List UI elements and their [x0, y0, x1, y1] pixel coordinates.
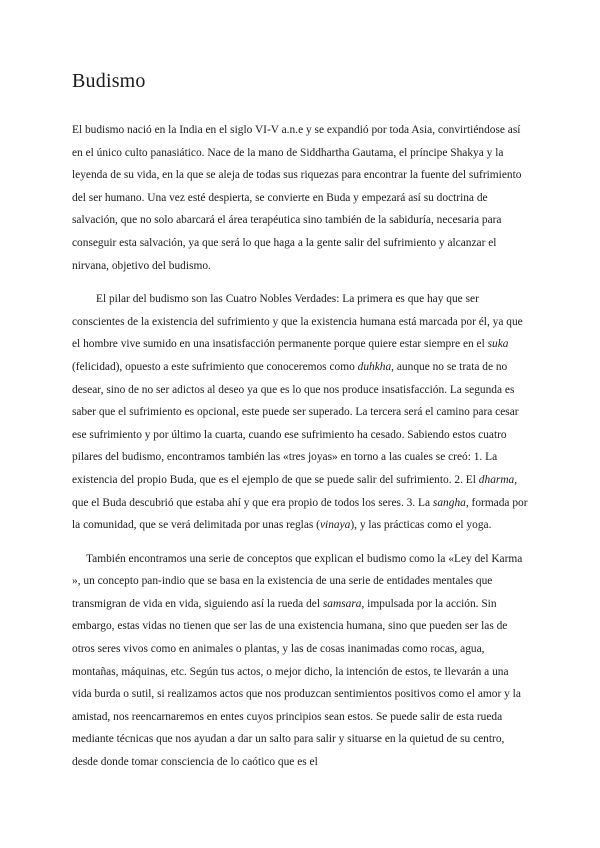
- text-run: El pilar del budismo son las Cuatro Nobles Verdades: La primera es que hay que ser conscientes de la existencia del sufrimiento y que la existencia humana está marcada por él, ya que el hombre vive sumido en una insatisfacción permanente porque quiere estar siempre en el: [72, 293, 523, 351]
- text-run: El budismo nació en la India en el siglo VI-V a.n.e y se expandió por toda Asia, convirtiéndose así en el único culto panasiático. Nace de la mano de Siddhartha Gautama, el príncipe Shakya y la leyenda de su vida, en la que se aleja de todas sus riquezas para encontrar la fuente del sufrimiento del ser humano. Una vez esté despierta, se convierte en Buda y empezará así su doctrina de salvación, que no solo abarcará el área terapéutica sino también de la sabiduría, necesaria para conseguir esta salvación, ya que será lo que haga a la gente salir del sufrimiento y alcanzar el nirvana, objetivo del budismo.: [72, 124, 522, 272]
- text-run: ), y las prácticas como el yoga.: [350, 519, 492, 532]
- page-title: Budismo: [72, 70, 146, 92]
- paragraph-origins: [72, 119, 530, 277]
- text-run: , aunque no se trata de no desear, sino de no ser adictos al deseo ya que es lo que nos produce insatisfacción. La segunda es saber que el sufrimiento es opcional, este puede ser superado. La tercera será el camino para cesar ese sufrimiento y por último la cuarta, cuando ese sufrimiento ha cesado. Sabiendo estos cuatro pilares del budismo, encontramos también las «tres joyas» en torno a las cuales se creó: 1. La existencia del propio Buda, que es el ejemplo de que se puede salir del sufrimiento. 2. El: [72, 360, 519, 486]
- term-sangha: sangha: [432, 496, 466, 509]
- term-duhkha: duhkha: [357, 360, 392, 373]
- text-run: , impulsada por la acción. Sin embargo, estas vidas no tienen que ser las de una existencia humana, sino que pueden ser las de otros seres vivos como en animales o plantas, y las de cosas inanimadas como rocas, agua, montañas, máquinas, etc. Según tus actos, o mejor dicho, la intención de estos, te llevarán a una vida burda o sutil, si realizamos actos que nos produzcan sentimientos positivos como el amor y la amistad, nos reencarnaremos en entes cuyos principios sean estos. Se puede salir de esta rueda mediante técnicas que nos ayudan a dar un salto para salir y situarse en la quietud de su centro, desde donde tomar consciencia de lo caótico que es el: [72, 597, 521, 769]
- term-samsara: samsara: [322, 597, 362, 610]
- term-vinaya: vinaya: [319, 519, 351, 532]
- paragraph-karma: [72, 548, 530, 774]
- text-run: , que el Buda descubrió que estaba ahí y que era propio de todos los seres. 3. La: [72, 473, 518, 509]
- document-page: [72, 70, 530, 774]
- term-dharma: dharma: [478, 473, 515, 486]
- text-run: (felicidad), opuesto a este sufrimiento que conoceremos como: [72, 360, 358, 373]
- text-run: , formada por la comunidad, que se verá delimitada por unas reglas (: [72, 496, 528, 532]
- text-run: También encontramos una serie de conceptos que explican el budismo como la «Ley del Karma », un concepto pan-indio que se basa en la existencia de una serie de entidades mentales que transmigran de vida en vida, siguiendo así la rueda del: [72, 552, 523, 610]
- term-suka: suka: [487, 338, 509, 351]
- paragraph-four-noble-truths: [72, 288, 530, 537]
